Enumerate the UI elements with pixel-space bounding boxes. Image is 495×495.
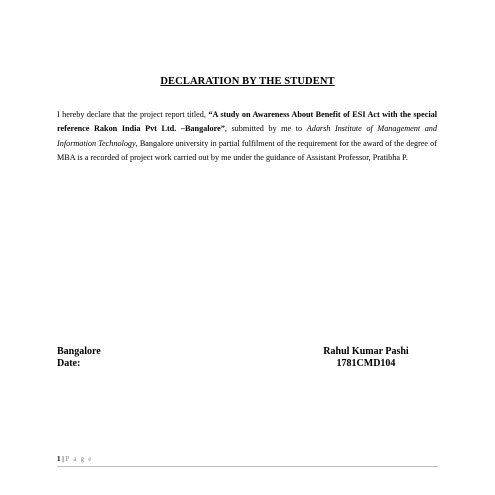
- institute-name: Adarsh Institute of Management and Information Technology: [57, 124, 437, 148]
- place-date-block: [57, 346, 101, 370]
- declaration-paragraph: [57, 108, 437, 166]
- page-title: DECLARATION BY THE STUDENT: [160, 76, 335, 87]
- declaration-text-rest: , Bangalore university in partial fulfilment of the requirement for the award of the degree of MBA is a recorded of project work carried out by me under the guidance of Assistant Professor, Pratibha P.: [57, 138, 437, 163]
- place-label: Bangalore: [57, 346, 101, 357]
- declaration-text-intro: I hereby declare that the project report titled,: [57, 110, 209, 119]
- page-label: P a g e: [65, 455, 93, 463]
- footer-divider: [57, 466, 438, 467]
- student-id: 1781CMD104: [336, 358, 396, 369]
- date-label: Date:: [57, 358, 81, 369]
- declaration-text-submitted: , submitted by me to: [224, 124, 307, 134]
- footer-separator: |: [62, 455, 64, 463]
- student-signature-block: [310, 346, 422, 370]
- project-title: “A study on Awareness About Benefit of ESI Act with the special reference Rakon India Pvt Ltd. –Bangalore”: [57, 110, 437, 134]
- page-footer: [57, 454, 93, 464]
- page-number: 1: [57, 455, 61, 463]
- student-name: Rahul Kumar Pashi: [323, 346, 409, 357]
